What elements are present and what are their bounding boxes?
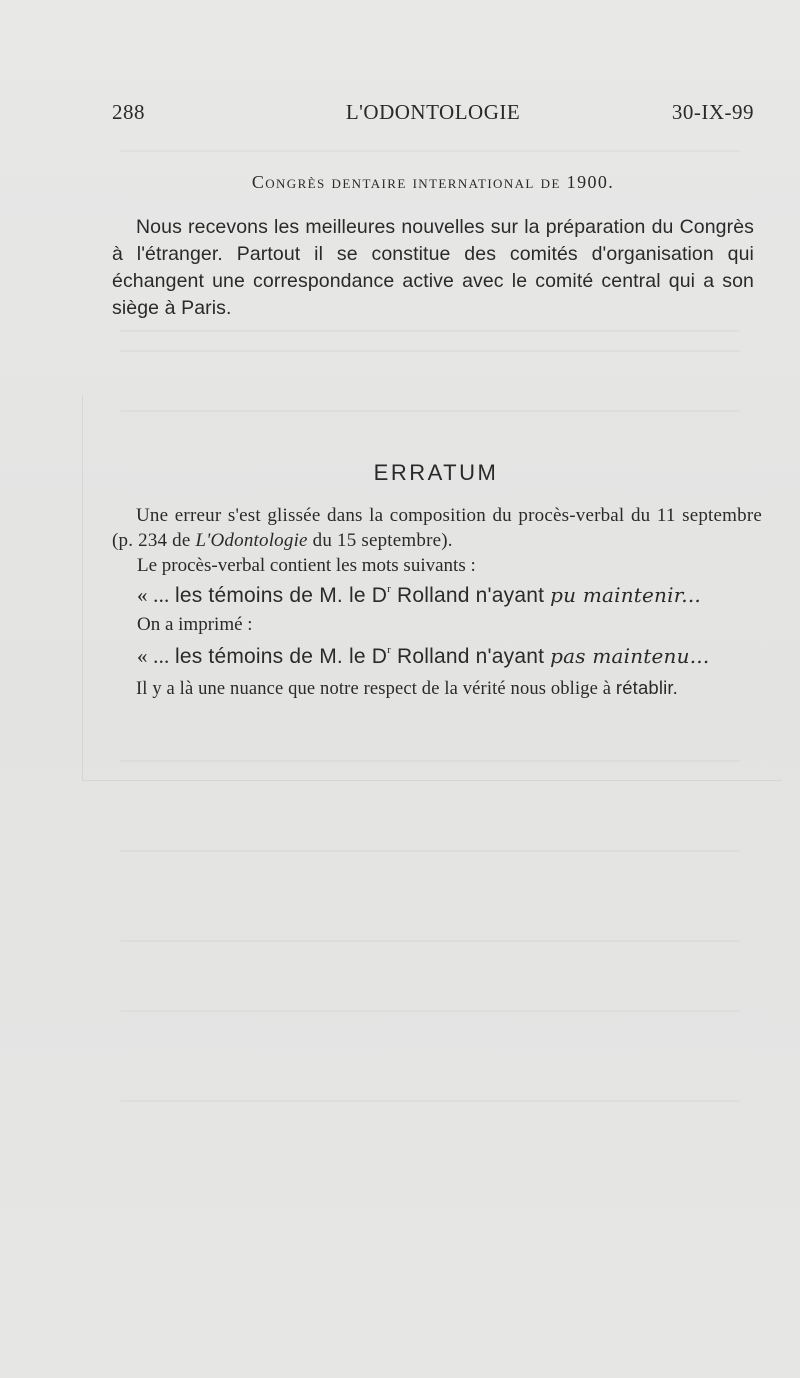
page-number: 288 — [112, 100, 145, 124]
paste-frame-left — [82, 395, 83, 780]
erratum-closing — [112, 677, 760, 700]
show-through-mark — [120, 150, 740, 152]
quote-italic: pas maintenu... — [550, 644, 710, 668]
quote-sup: r — [387, 644, 391, 656]
quote-mid: Rolland n'ayant — [390, 584, 551, 607]
show-through-mark — [120, 1010, 740, 1012]
contains-line: Le procès-verbal contient les mots suivants : — [137, 555, 476, 576]
quote-original — [137, 583, 701, 608]
quote-open: « ... — [137, 644, 175, 668]
running-header — [112, 100, 754, 128]
issue-date: 30-IX-99 — [671, 100, 754, 124]
show-through-mark — [120, 410, 740, 412]
paste-frame-bottom — [82, 780, 782, 781]
show-through-mark — [120, 330, 740, 332]
congres-paragraph: Nous recevons les meilleures nouvelles sur la préparation du Congrès à l'étranger. Partout il se constitue des comités d'organisation qui échangent une correspondance active avec le comité central qui a son siège à Paris. — [112, 216, 754, 319]
closing-text: Il y a là une nuance que notre respect de la vérité nous oblige à — [136, 679, 616, 699]
quote-text: les témoins de M. le D — [174, 645, 388, 668]
quote-italic: pu maintenir... — [550, 583, 701, 607]
erratum-title: ERRATUM — [373, 460, 499, 485]
erratum-intro — [112, 503, 762, 553]
erratum-intro-end: du 15 septembre). — [307, 530, 453, 551]
quote-open: « ... — [137, 583, 175, 607]
show-through-mark — [120, 940, 740, 942]
printed-line: On a imprimé : — [137, 614, 253, 635]
erratum-intro-text: Une erreur s'est glissée dans la composition du procès-verbal du 11 septembre (p. 234 de — [112, 505, 762, 551]
quote-mid: Rolland n'ayant — [390, 645, 551, 668]
quote-text: les témoins de M. le D — [174, 584, 388, 607]
closing-last-word: rétablir. — [615, 677, 678, 698]
journal-title: L'ODONTOLOGIE — [345, 100, 521, 124]
journal-name-italic: L'Odontologie — [195, 530, 308, 551]
quote-printed — [137, 644, 709, 669]
show-through-mark — [120, 1100, 740, 1102]
show-through-mark — [120, 850, 740, 852]
quote-sup: r — [387, 583, 391, 595]
show-through-mark — [120, 760, 740, 762]
show-through-mark — [120, 350, 740, 352]
congres-title: Congrès dentaire international de 1900. — [251, 172, 615, 192]
